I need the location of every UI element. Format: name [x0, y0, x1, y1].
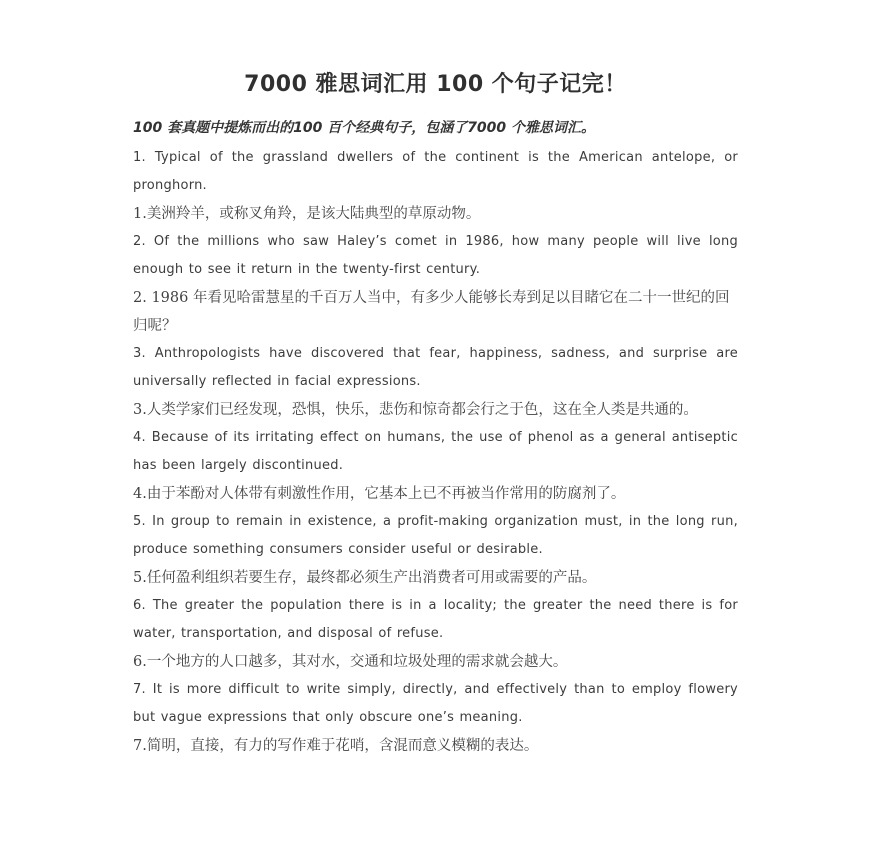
sentence-entry: [133, 508, 738, 592]
english-sentence: 1. Typical of the grassland dwellers of the continent is the American antelope, or pronghorn.: [133, 150, 738, 193]
sentence-entry: [133, 592, 738, 676]
sentence-entry: [133, 340, 738, 424]
sentence-entry: [133, 144, 738, 228]
sentence-entry: [133, 228, 738, 340]
english-sentence: 4. Because of its irritating effect on humans, the use of phenol as a general antiseptic has been largely discontinued.: [133, 430, 738, 473]
chinese-translation: 3.人类学家们已经发现，恐惧，快乐，悲伤和惊奇都会行之于色，这在全人类是共通的。: [133, 402, 698, 418]
english-sentence: 6. The greater the population there is in a locality; the greater the need there is for water, transportation, and disposal of refuse.: [133, 598, 738, 641]
page-title: 7000 雅思词汇用 100 个句子记完！: [244, 72, 627, 97]
sentence-entry: [133, 676, 738, 760]
chinese-translation: 1.美洲羚羊，或称叉角羚，是该大陆典型的草原动物。: [133, 206, 481, 222]
chinese-translation: 4.由于苯酚对人体带有刺激性作用，它基本上已不再被当作常用的防腐剂了。: [133, 486, 626, 502]
english-sentence: 7. It is more difficult to write simply, directly, and effectively than to employ flowery but vague expressions that only obscure one’s meaning.: [133, 682, 738, 725]
chinese-translation: 6.一个地方的人口越多，其对水，交通和垃圾处理的需求就会越大。: [133, 654, 568, 670]
chinese-translation: 7.简明，直接，有力的写作难于花哨，含混而意义模糊的表达。: [133, 738, 539, 754]
english-sentence: 3. Anthropologists have discovered that fear, happiness, sadness, and surprise are universally reflected in facial expressions.: [133, 346, 738, 389]
sentence-list: [133, 144, 738, 760]
english-sentence: 2. Of the millions who saw Haley’s comet in 1986, how many people will live long enough to see it return in the twenty-first century.: [133, 234, 738, 277]
english-sentence: 5. In group to remain in existence, a profit-making organization must, in the long run, produce something consumers consider useful or desirable.: [133, 514, 738, 557]
chinese-translation: 5.任何盈利组织若要生存，最终都必须生产出消费者可用或需要的产品。: [133, 570, 597, 586]
chinese-translation: 2. 1986 年看见哈雷慧星的千百万人当中，有多少人能够长寿到足以目睹它在二十一世纪的回归呢？: [133, 290, 730, 334]
sentence-entry: [133, 424, 738, 508]
page-subtitle: 100 套真题中提炼而出的100 百个经典句子，包涵了7000 个雅思词汇。: [133, 120, 596, 136]
